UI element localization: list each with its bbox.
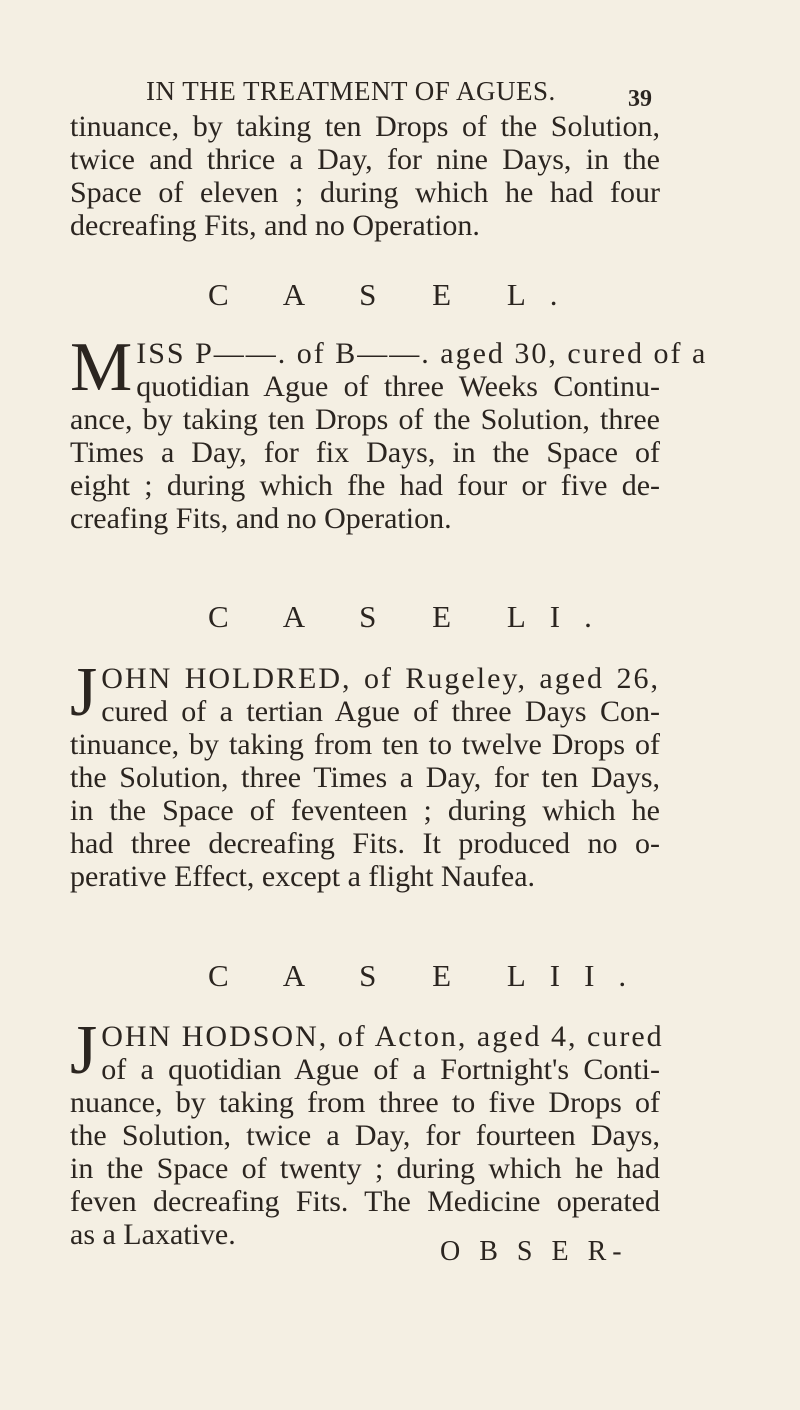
- text-line: as a Laxative.: [70, 1218, 236, 1251]
- case-paragraph: [70, 1012, 664, 1251]
- text-line: had three decreafing Fits. It produced no o-: [70, 827, 660, 860]
- drop-cap: J: [70, 654, 98, 731]
- text-line: eight ; during which fhe had four or five de-: [70, 469, 660, 502]
- text-line: Space of eleven ; during which he had four: [70, 176, 660, 209]
- text-line: of a quotidian Ague of a Fortnight's Conti-: [101, 1053, 660, 1086]
- case-heading: C A S E LI.: [208, 599, 616, 634]
- running-head: IN THE TREATMENT OF AGUES.: [146, 76, 556, 106]
- page-number: 39: [628, 86, 652, 112]
- text-line: nuance, by taking from three to five Drops of: [70, 1086, 660, 1119]
- text-line: ISS P——. of B——. aged 30, cured of a: [136, 337, 708, 370]
- continuation-paragraph: [70, 110, 660, 242]
- text-line: perative Effect, except a flight Naufea.: [70, 860, 536, 893]
- text-line: tinuance, by taking from ten to twelve Drops of: [70, 728, 660, 761]
- text-line: quotidian Ague of three Weeks Continu-: [136, 370, 660, 403]
- text-line: Times a Day, for fix Days, in the Space of: [70, 436, 660, 469]
- text-line: tinuance, by taking ten Drops of the Solution,: [70, 110, 660, 143]
- text-line: in the Space of twenty ; during which he had: [70, 1152, 660, 1185]
- catchword: O B S E R-: [440, 1236, 628, 1267]
- text-line: in the Space of feventeen ; during which he: [70, 794, 660, 827]
- text-line: OHN HOLDRED, of Rugeley, aged 26,: [101, 662, 660, 695]
- text-line: twice and thrice a Day, for nine Days, in the: [70, 143, 660, 176]
- text-line: OHN HODSON, of Acton, aged 4, cured: [101, 1020, 664, 1053]
- case-heading: C A S E L.: [208, 277, 582, 312]
- text-line: ance, by taking ten Drops of the Solution, three: [70, 403, 660, 436]
- drop-cap: M: [70, 329, 133, 406]
- text-line: feven decreafing Fits. The Medicine operated: [70, 1185, 660, 1218]
- text-line: the Solution, three Times a Day, for ten Days,: [70, 761, 660, 794]
- text-line: the Solution, twice a Day, for fourteen Days,: [70, 1119, 660, 1152]
- text-line: creafing Fits, and no Operation.: [70, 502, 452, 535]
- text-line: decreafing Fits, and no Operation.: [70, 209, 480, 242]
- case-paragraph: [70, 329, 708, 535]
- text-line: cured of a tertian Ague of three Days Con-: [101, 695, 660, 728]
- case-heading: C A S E LII.: [208, 958, 651, 993]
- drop-cap: J: [70, 1012, 98, 1089]
- case-paragraph: [70, 654, 660, 893]
